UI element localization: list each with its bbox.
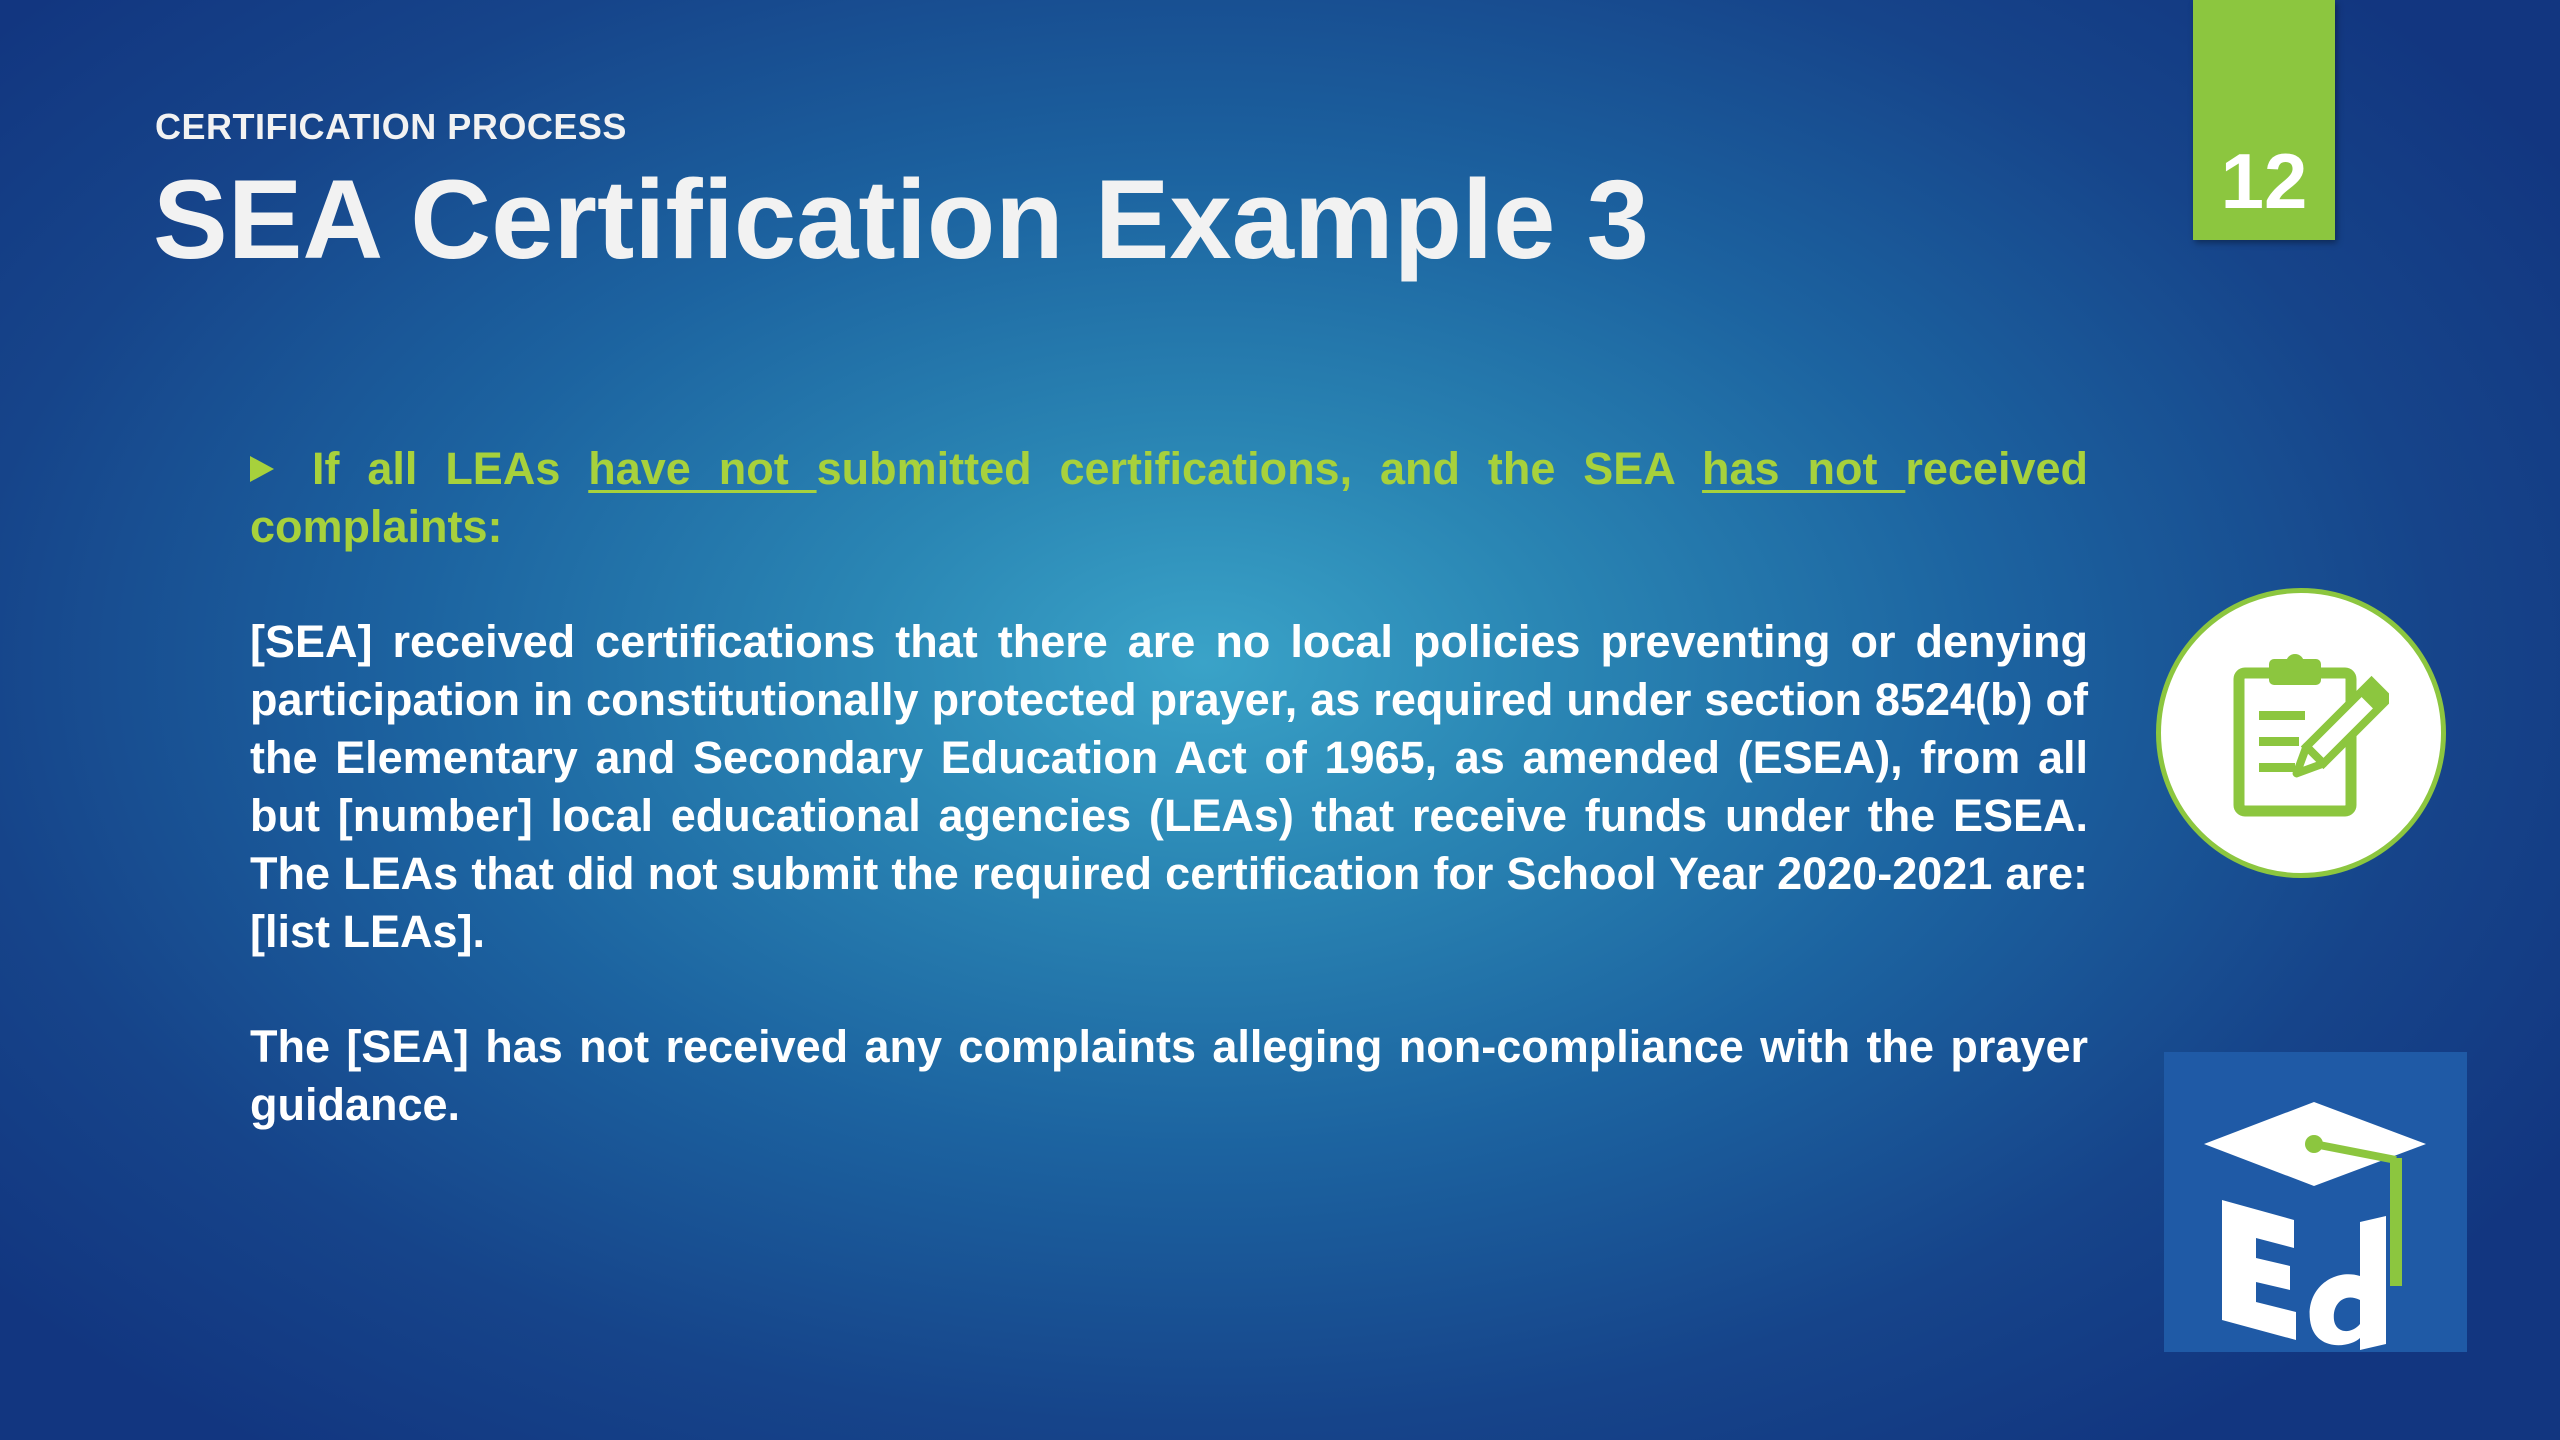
clipboard-pencil-svg xyxy=(2229,651,2389,821)
section-label: CERTIFICATION PROCESS xyxy=(155,106,627,147)
page-number: 12 xyxy=(2220,137,2308,225)
page-number-tab xyxy=(2193,0,2335,240)
bullet-text-part: submitted certifications, and the SEA xyxy=(816,443,1703,494)
complaints-paragraph: The [SEA] has not received any complaints alleging non-compliance with the prayer guidance. xyxy=(250,1021,2088,1130)
bullet-underlined-text: has not xyxy=(1702,443,1906,494)
ed-logo-svg xyxy=(2164,1052,2467,1352)
bullet-arrow-icon xyxy=(250,456,274,482)
ed-graduation-cap-logo xyxy=(2164,1052,2467,1352)
bullet-underlined-text: have not xyxy=(588,443,817,494)
clipboard-pencil-icon xyxy=(2156,588,2446,878)
bullet-text-part: received complaints: xyxy=(250,443,2088,552)
slide-content xyxy=(250,440,2088,1134)
slide-title: SEA Certification Example 3 xyxy=(153,157,1649,282)
bullet-text-part: If all LEAs xyxy=(312,443,589,494)
certification-paragraph: [SEA] received certifications that there are no local policies preventing or denying participation in constitutionally protected prayer, as required under section 8524(b) of the Elementary and Secondary Education Act of 1965, as amended (ESEA), from all but [number] local educational agencies (LEAs) that receive funds under the ESEA. The LEAs that did not submit the required certification for School Year 2020-2021 are: [list LEAs]. xyxy=(250,616,2088,957)
bullet-item xyxy=(250,440,2088,556)
